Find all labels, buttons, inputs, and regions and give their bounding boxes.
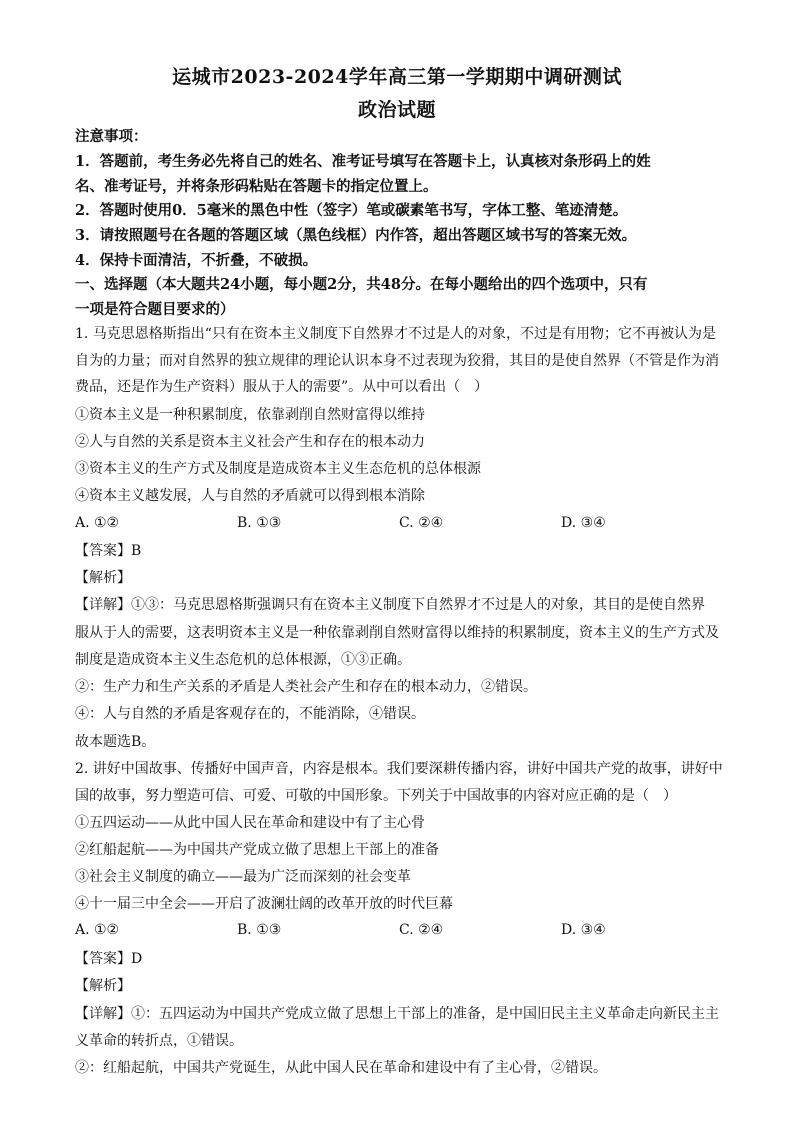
notice-heading: 注意事项： [75,128,148,145]
q2-statement: ①五四运动——从此中国人民在革命和建设中有了主心骨 [75,815,425,831]
q2-stem-line: 国的故事，努力塑造可信、可爱、可敬的中国形象。下列关于中国故事的内容对应正确的是（ ） [75,788,677,804]
q2-option-b: B. ①③ [237,922,282,938]
q2-option-d: D. ③④ [561,922,606,938]
q1-option-b: B. ①③ [237,515,282,531]
q1-statement: ②人与自然的关系是资本主义社会产生和存在的根本动力 [75,434,425,450]
q1-detail: ④：人与自然的矛盾是客观存在的，不能消除，④错误。 [75,706,425,722]
q2-option-c: C. ②④ [399,922,444,938]
q2-option-a: A. ①② [75,922,120,938]
q1-statement: ③资本主义的生产方式及制度是造成资本主义生态危机的总体根源 [75,461,481,477]
q1-options [75,515,725,533]
notice-item-3: 3．请按照题号在各题的答题区域（黑色线框）内作答，超出答题区域书写的答案无效。 [75,227,637,244]
q2-statement: ③社会主义制度的确立——最为广泛而深刻的社会变革 [75,869,411,885]
q1-option-d: D. ③④ [561,515,606,531]
q2-stem-line: 2. 讲好中国故事、传播好中国声音，内容是根本。我们要深耕传播内容，讲好中国共产党的故事，讲好中 [75,761,723,777]
q2-answer: 【答案】D [75,951,143,967]
q2-detail: 义革命的转折点，①错误。 [75,1033,243,1049]
q1-detail: ②：生产力和生产关系的矛盾是人类社会产生和存在的根本动力，②错误。 [75,679,537,695]
q1-statement: ①资本主义是一种积累制度，依靠剥削自然财富得以维持 [75,407,425,423]
q1-stem-line: 自为的力量；而对自然界的独立规律的理论认识本身不过表现为狡猾，其目的是使自然界（不管是作为消 [75,353,719,369]
section-heading: 一、选择题（本大题共24小题，每小题2分，共48分。在每小题给出的四个选项中，只有 [75,276,648,293]
q1-detail: 【详解】①③：马克思恩格斯强调只有在资本主义制度下自然界才不过是人的对象，其目的是使自然界 [75,597,705,613]
q2-statement: ④十一届三中全会——开启了波澜壮阔的改革开放的时代巨幕 [75,896,453,912]
section-heading-cont: 一项是符合题目要求的） [75,301,235,318]
q2-statement: ②红船起航——为中国共产党成立做了思想上干部上的准备 [75,842,439,858]
q1-detail: 制度是造成资本主义生态危机的总体根源，①③正确。 [75,652,411,668]
q1-analysis-label: 【解析】 [75,570,131,586]
exam-title: 运城市2023-2024学年高三第一学期期中调研测试 [172,66,622,88]
notice-item-1-cont: 名、准考证号，并将条形码粘贴在答题卡的指定位置上。 [75,178,438,195]
exam-subtitle: 政治试题 [357,99,436,121]
q2-analysis-label: 【解析】 [75,978,131,994]
q1-stem-line: 1. 马克思恩格斯指出“只有在资本主义制度下自然界才不过是人的对象，不过是有用物；它不再被认为是 [75,326,716,342]
q1-conclusion: 故本题选B。 [75,734,156,750]
q1-stem-line: 费品，还是作为生产资料）服从于人的需要”。从中可以看出（ ） [75,379,489,395]
q2-options [75,922,725,940]
q1-answer: 【答案】B [75,543,142,559]
q1-statement: ④资本主义越发展，人与自然的矛盾就可以得到根本消除 [75,488,425,504]
q1-detail: 服从于人的需要，这表明资本主义是一种依靠剥削自然财富得以维持的积累制度，资本主义的生产方式及 [75,625,719,641]
notice-item-4: 4．保持卡面清洁，不折叠，不破损。 [75,252,318,269]
notice-item-2: 2．答题时使用0．5毫米的黑色中性（签字）笔或碳素笔书写，字体工整、笔迹清楚。 [75,202,628,219]
q2-detail: ②：红船起航，中国共产党诞生，从此中国人民在革命和建设中有了主心骨，②错误。 [75,1060,607,1076]
q1-option-a: A. ①② [75,515,120,531]
notice-item-1: 1．答题前，考生务必先将自己的姓名、准考证号填写在答题卡上，认真核对条形码上的姓 [75,153,651,170]
q2-detail: 【详解】①：五四运动为中国共产党成立做了思想上干部上的准备，是中国旧民主主义革命走向新民主主 [75,1006,719,1022]
q1-option-c: C. ②④ [399,515,444,531]
